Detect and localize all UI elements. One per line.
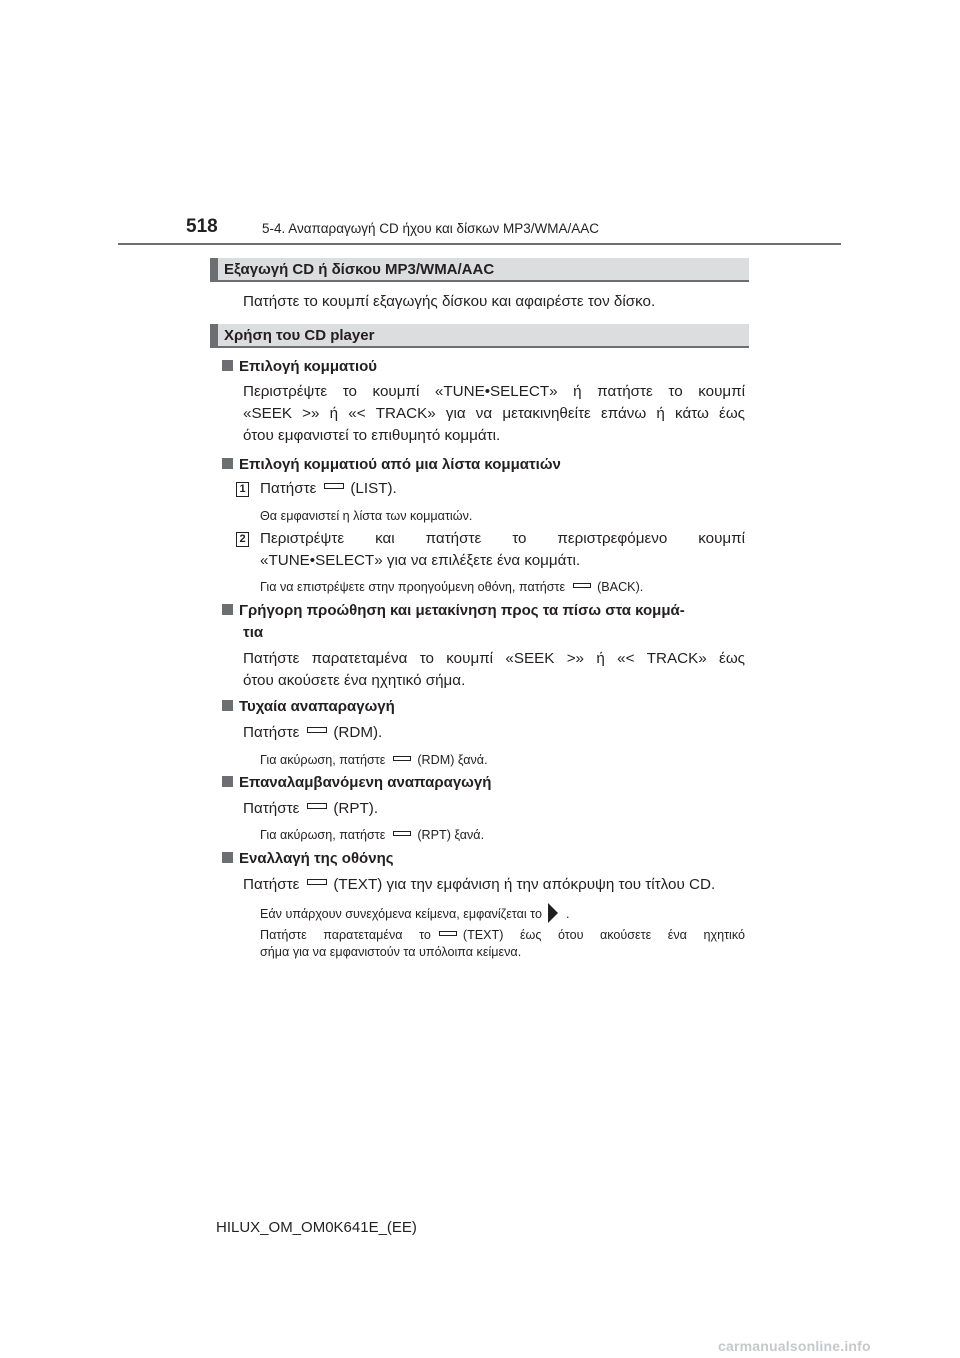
paragraph-line: ότου ακούσετε ένα ηχητικό σήμα.	[243, 672, 466, 689]
button-icon	[573, 583, 591, 588]
random-instruction: Πατήστε (RDM).	[243, 724, 383, 741]
random-note: Για ακύρωση, πατήστε (RDM) ξανά.	[260, 753, 488, 767]
watermark: carmanualsonline.info	[718, 1338, 871, 1354]
button-icon	[393, 831, 411, 836]
display-note-1: Εάν υπάρχουν συνεχόμενα κείμενα, εμφανίζεται το .	[260, 903, 569, 923]
step-number-2: 2	[236, 532, 249, 547]
section-title: Χρήση του CD player	[224, 327, 375, 344]
step-2-note: Για να επιστρέψετε στην προηγούμενη οθόνη, πατήστε (BACK).	[260, 580, 644, 594]
bullet-heading-random: Τυχαία αναπαραγωγή	[222, 696, 395, 718]
button-icon	[307, 803, 327, 809]
step-1-text: Πατήστε (LIST).	[260, 480, 397, 497]
paragraph-line: «SEEK >» ή «< TRACK» για να μετακινηθείτε επάνω ή κάτω έως	[243, 405, 745, 422]
square-bullet-icon	[222, 776, 233, 787]
paragraph-line: Πατήστε παρατεταμένα το κουμπί «SEEK >» ή «< TRACK» έως	[243, 650, 745, 667]
display-note-2-line: Πατήστε παρατεταμένα το (TEXT) έως ότου ακούσετε ένα ηχητικό	[260, 928, 745, 942]
button-icon	[307, 879, 327, 885]
bullet-heading-select-track: Επιλογή κομματιού	[222, 356, 377, 378]
square-bullet-icon	[222, 604, 233, 615]
display-instruction: Πατήστε (TEXT) για την εμφάνιση ή την απόκρυψη του τίτλου CD.	[243, 876, 716, 893]
section-title: Εξαγωγή CD ή δίσκου MP3/WMA/AAC	[224, 261, 495, 278]
repeat-note: Για ακύρωση, πατήστε (RPT) ξανά.	[260, 828, 485, 842]
step-1-note: Θα εμφανιστεί η λίστα των κομματιών.	[260, 509, 473, 523]
square-bullet-icon	[222, 458, 233, 469]
button-icon	[324, 483, 344, 489]
section-heading-eject	[210, 258, 749, 282]
paragraph-line: Περιστρέψτε το κουμπί «TUNE•SELECT» ή πατήστε το κουμπί	[243, 383, 745, 400]
repeat-instruction: Πατήστε (RPT).	[243, 800, 379, 817]
page-header	[0, 0, 960, 250]
bullet-heading-continuation: τια	[243, 624, 264, 641]
paragraph-line: ότου εμφανιστεί το επιθυμητό κομμάτι.	[243, 427, 501, 444]
step-2-line: Περιστρέψτε και πατήστε το περιστρεφόμενο κουμπί	[260, 530, 745, 547]
right-triangle-icon	[548, 903, 558, 923]
square-bullet-icon	[222, 360, 233, 371]
section-heading-cd-player	[210, 324, 749, 348]
button-icon	[439, 931, 457, 936]
page-number: 518	[186, 216, 218, 237]
bullet-heading-select-from-list: Επιλογή κομματιού από μια λίστα κομματιών	[222, 454, 561, 476]
bullet-heading-display: Εναλλαγή της οθόνης	[222, 848, 394, 870]
step-2-line: «TUNE•SELECT» για να επιλέξετε ένα κομμάτι.	[260, 552, 581, 569]
bullet-heading-fast-forward: Γρήγορη προώθηση και μετακίνηση προς τα πίσω στα κομμά-	[222, 600, 685, 622]
bullet-heading-repeat: Επαναλαμβανόμενη αναπαραγωγή	[222, 772, 491, 794]
step-number-1: 1	[236, 482, 249, 497]
square-bullet-icon	[222, 700, 233, 711]
button-icon	[307, 727, 327, 733]
eject-instruction: Πατήστε το κουμπί εξαγωγής δίσκου και αφαιρέστε τον δίσκο.	[243, 293, 656, 310]
header-divider	[118, 243, 841, 245]
button-icon	[393, 756, 411, 761]
document-code: HILUX_OM_OM0K641E_(EE)	[216, 1219, 417, 1236]
display-note-2-line: σήμα για να εμφανιστούν τα υπόλοιπα κείμενα.	[260, 945, 522, 959]
square-bullet-icon	[222, 852, 233, 863]
chapter-title: 5-4. Αναπαραγωγή CD ήχου και δίσκων MP3/WMA/AAC	[262, 221, 600, 236]
